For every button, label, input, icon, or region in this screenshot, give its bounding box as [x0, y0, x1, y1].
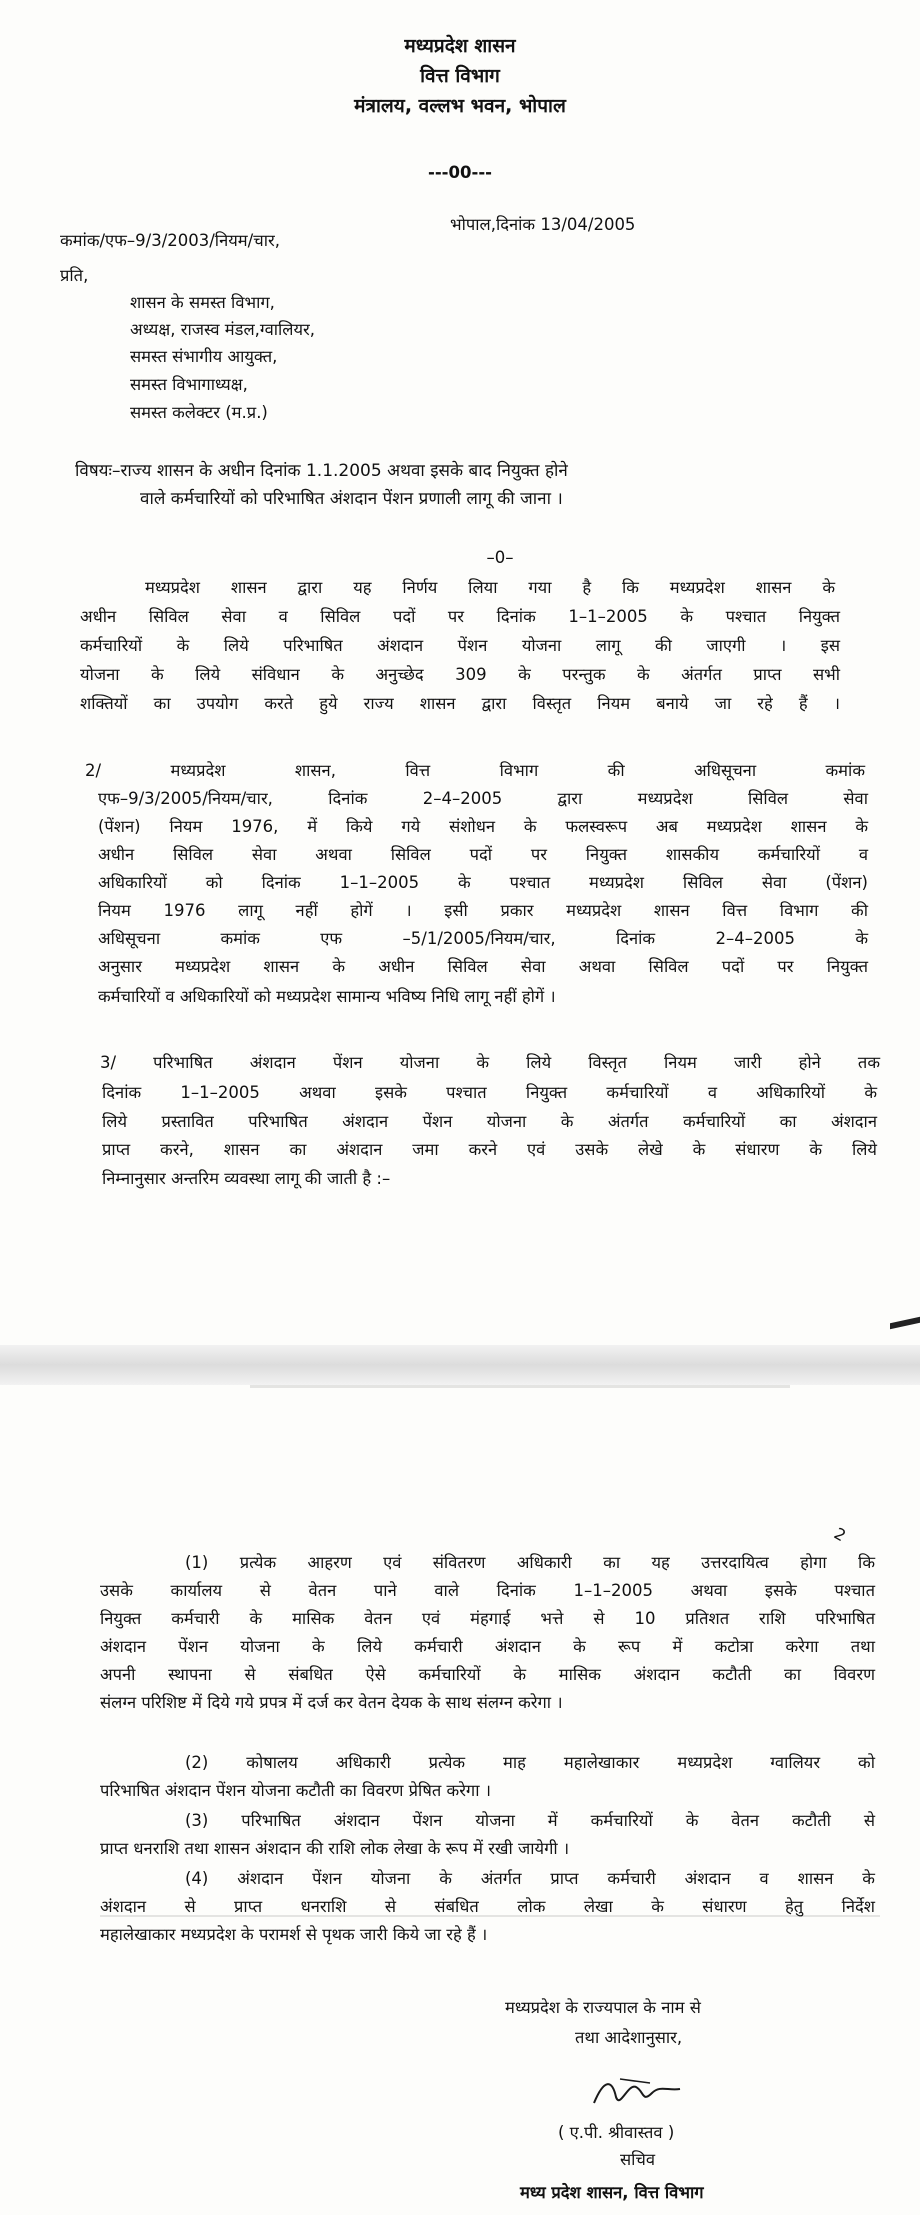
recipient-1: शासन के समस्त विभाग,: [130, 293, 275, 312]
para2-line: अधीन सिविल सेवा अथवा सिविल पदों पर नियुक्त शासकीय कर्मचारियों व: [98, 845, 868, 864]
header-department: वित्त विभाग: [420, 65, 500, 87]
para1-line: मध्यप्रदेश शासन द्वारा यह निर्णय लिया गया है कि मध्यप्रदेश शासन के: [145, 578, 835, 597]
para1-line: योजना के लिये संविधान के अनुच्छेद 309 के परन्तुक के अंतर्गत प्राप्त सभी: [80, 665, 840, 684]
item1-line: नियुक्त कर्मचारी के मासिक वेतन एवं मंहगाई भत्ते से 10 प्रतिशत राशि परिभाषित: [100, 1609, 875, 1628]
subject-line-2: वाले कर्मचारियों को परिभाषित अंशदान पेंशन प्रणाली लागू की जाना ।: [140, 489, 563, 509]
para3-line: लिये प्रस्तावित परिभाषित अंशदान पेंशन योजना के अंतर्गत कर्मचारियों का अंशदान: [102, 1112, 877, 1131]
para3-line: 3/ परिभाषित अंशदान पेंशन योजना के लिये विस्तृत नियम जारी होने तक: [100, 1053, 880, 1072]
item1-line: संलग्न परिशिष्ट में दिये गये प्रपत्र में दर्ज कर वेतन देयक के साथ संलग्न करेगा ।: [100, 1693, 563, 1712]
signatory-name: ( ए.पी. श्रीवास्तव ): [558, 2123, 675, 2142]
item4-line: अंशदान से प्राप्त धनराशि से संबधित लोक लेखा के संधारण हेतु निर्देश: [100, 1897, 875, 1916]
item3-line: प्राप्त धनराशि तथा शासन अंशदान की राशि लोक लेखा के रूप में रखी जायेगी ।: [100, 1839, 570, 1858]
reference-place-date: भोपाल,दिनांक 13/04/2005: [450, 215, 636, 234]
para2-line: अधिसूचना कमांक एफ –5/1/2005/नियम/चार, दिनांक 2–4–2005 के: [98, 929, 868, 948]
item1-line: (1) प्रत्येक आहरण एवं संवितरण अधिकारी का यह उत्तरदायित्व होगा कि: [185, 1553, 875, 1572]
header-government: मध्यप्रदेश शासन: [404, 35, 516, 57]
header-separator: ---00---: [427, 163, 493, 182]
para3-line: दिनांक 1–1–2005 अथवा इसके पश्चात नियुक्त कर्मचारियों व अधिकारियों के: [102, 1083, 877, 1102]
subject-line-1: विषयः–राज्य शासन के अधीन दिनांक 1.1.2005 अथवा इसके बाद नियुक्त होने: [75, 461, 568, 481]
item1-line: अपनी स्थापना से संबधित ऐसे कर्मचारियों के मासिक अंशदान कटौती का विवरण: [100, 1665, 875, 1684]
item3-line: (3) परिभाषित अंशदान पेंशन योजना में कर्मचारियों के वेतन कटौती से: [185, 1811, 875, 1830]
para2-line: (पेंशन) नियम 1976, में किये गये संशोधन के फलस्वरूप अब मध्यप्रदेश शासन के: [98, 817, 868, 836]
signatory-office: मध्य प्रदेश शासन, वित्त विभाग: [520, 2183, 704, 2202]
handwritten-signature: [590, 2073, 685, 2113]
signatory-designation: सचिव: [620, 2150, 656, 2169]
item2-line: परिभाषित अंशदान पेंशन योजना कटौती का विवरण प्रेषित करेगा ।: [100, 1781, 491, 1800]
item4-line: महालेखाकार मध्यप्रदेश के परामर्श से पृथक जारी किये जा रहे हैं ।: [100, 1925, 488, 1944]
closing-line-1: मध्यप्रदेश के राज्यपाल के नाम से: [505, 1998, 701, 2017]
document-page-2: [0, 1385, 920, 2215]
scan-noise: [100, 1915, 880, 1917]
scan-mark: [890, 1317, 920, 1329]
para3-line: प्राप्त करने, शासन का अंशदान जमा करने एवं उसके लेखे के संधारण के लिये: [102, 1140, 877, 1159]
para2-line: एफ–9/3/2005/नियम/चार, दिनांक 2–4–2005 द्वारा मध्यप्रदेश सिविल सेवा: [98, 789, 868, 808]
scan-noise: [250, 1385, 790, 1388]
item2-line: (2) कोषालय अधिकारी प्रत्येक माह महालेखाकार मध्यप्रदेश ग्वालियर को: [185, 1753, 875, 1772]
closing-line-2: तथा आदेशानुसार,: [575, 2028, 683, 2047]
para3-line: निम्नानुसार अन्तरिम व्यवस्था लागू की जाती है :–: [102, 1169, 391, 1188]
para1-line: अधीन सिविल सेवा व सिविल पदों पर दिनांक 1–1–2005 के पश्चात नियुक्त: [80, 607, 840, 626]
recipient-4: समस्त विभागाध्यक्ष,: [130, 375, 248, 394]
header-address: मंत्रालय, वल्लभ भवन, भोपाल: [354, 95, 566, 117]
recipient-3: समस्त संभागीय आयुक्त,: [130, 347, 278, 366]
recipient-2: अध्यक्ष, राजस्व मंडल,ग्वालियर,: [130, 320, 316, 339]
page-divider: [0, 1345, 920, 1385]
para2-line: नियम 1976 लागू नहीं होगें । इसी प्रकार मध्यप्रदेश शासन वित्त विभाग की: [98, 901, 868, 920]
recipient-5: समस्त कलेक्टर (म.प्र.): [130, 403, 268, 422]
para1-line: शक्तियों का उपयोग करते हुये राज्य शासन द्वारा विस्तृत नियम बनाये जा रहे हैं ।: [80, 694, 840, 713]
para1-line: कर्मचारियों के लिये परिभाषित अंशदान पेंशन योजना लागू की जाएगी । इस: [80, 636, 840, 655]
body-separator: –0–: [486, 548, 514, 567]
para2-line: 2/ मध्यप्रदेश शासन, वित्त विभाग की अधिसूचना कमांक: [85, 761, 865, 780]
para2-line: अधिकारियों को दिनांक 1–1–2005 के पश्चात मध्यप्रदेश सिविल सेवा (पेंशन): [98, 873, 868, 892]
item1-line: अंशदान पेंशन योजना के लिये कर्मचारी अंशदान के रूप में कटोत्रा करेगा तथा: [100, 1637, 875, 1656]
reference-number: कमांक/एफ–9/3/2003/नियम/चार,: [60, 231, 280, 250]
para2-line: कर्मचारियों व अधिकारियों को मध्यप्रदेश सामान्य भविष्य निधि लागू नहीं होगें ।: [98, 987, 556, 1006]
para2-line: अनुसार मध्यप्रदेश शासन के अधीन सिविल सेवा अथवा सिविल पदों पर नियुक्त: [98, 957, 868, 976]
page-number: 2: [830, 1523, 850, 1546]
item4-line: (4) अंशदान पेंशन योजना के अंतर्गत प्राप्त कर्मचारी अंशदान व शासन के: [185, 1869, 875, 1888]
prati-label: प्रति,: [60, 266, 89, 285]
item1-line: उसके कार्यालय से वेतन पाने वाले दिनांक 1–1–2005 अथवा इसके पश्चात: [100, 1581, 875, 1600]
